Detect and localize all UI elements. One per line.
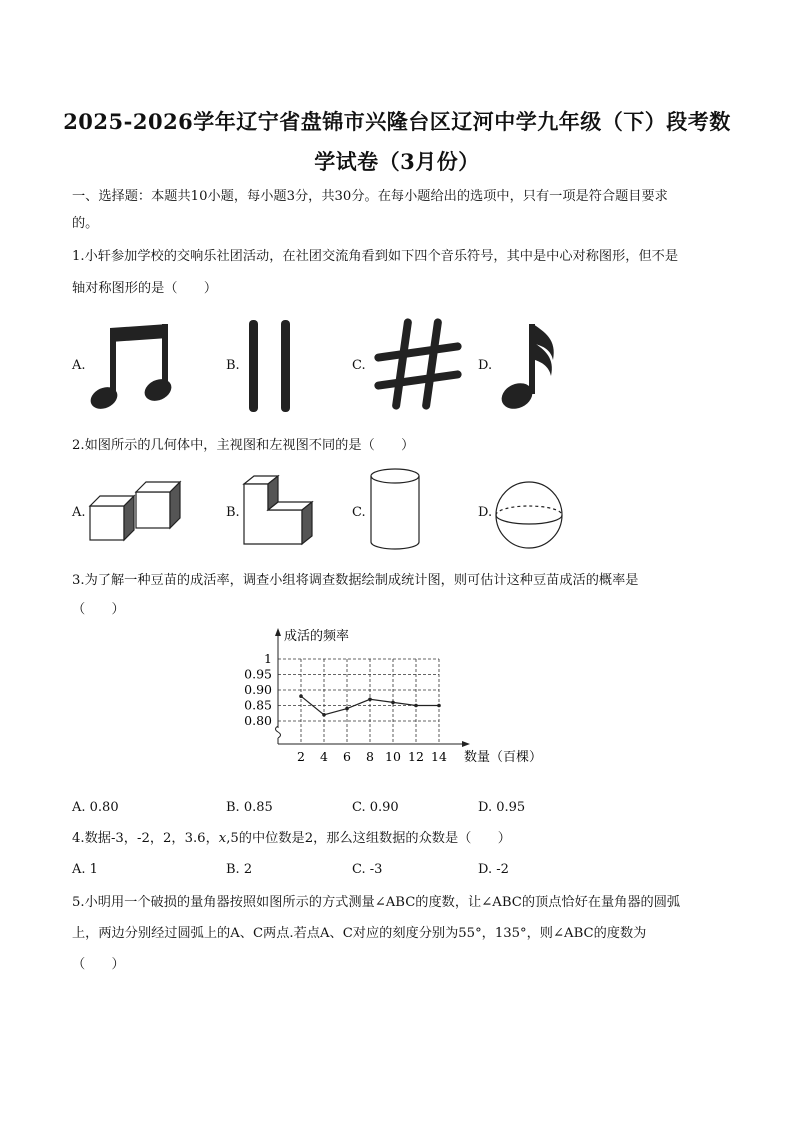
double-bar-icon <box>245 318 295 414</box>
x-tick-label: 6 <box>343 749 351 764</box>
x-tick-label: 14 <box>431 749 447 764</box>
data-point <box>299 694 303 698</box>
x-tick-label: 8 <box>366 749 374 764</box>
sharp-sign-icon <box>370 314 466 414</box>
q1-option-d-label: D. <box>478 358 493 373</box>
y-axis-arrow <box>275 628 281 636</box>
x-tick-label: 4 <box>320 749 328 764</box>
two-cubes-icon <box>88 480 188 542</box>
q3-option-b: B. 0.85 <box>226 800 273 815</box>
data-point <box>345 707 349 711</box>
y-tick-label: 0.85 <box>244 697 272 713</box>
q4-text-post: ,5的中位数是2，那么这组数据的众数是（ ） <box>226 831 511 846</box>
q3-option-a: A. 0.80 <box>72 800 119 815</box>
x-tick-label: 2 <box>297 749 305 764</box>
q4-option-b: B. 2 <box>226 862 253 877</box>
q3-option-d: D. 0.95 <box>478 800 526 815</box>
y-tick-label: 0.80 <box>244 713 272 728</box>
y-tick-label: 0.95 <box>244 666 272 682</box>
page-title-line-2: 学试卷（3月份） <box>314 149 480 174</box>
x-axis-arrow <box>462 741 470 747</box>
eighth-note-icon <box>497 320 561 416</box>
q4-option-d: D. -2 <box>478 862 509 877</box>
y-tick-label: 0.90 <box>244 682 272 697</box>
frequency-line-chart <box>236 622 556 772</box>
x-tick-label: 12 <box>408 749 424 764</box>
question-2-line-1: 2.如图所示的几何体中，主视图和左视图不同的是（ ） <box>72 438 415 453</box>
q1-option-a-label: A. <box>72 358 86 373</box>
cylinder-icon <box>368 466 422 552</box>
question-1-line-1: 1.小轩参加学校的交响乐社团活动，在社团交流角看到如下四个音乐符号，其中是中心对称图形，但不是 <box>72 249 679 264</box>
y-axis-label: 成活的频率 <box>284 629 350 644</box>
beamed-eighth-notes-icon <box>88 316 184 416</box>
data-point <box>414 704 418 708</box>
l-shaped-solid-icon <box>242 474 322 546</box>
x-axis-label: 数量（百棵） <box>464 750 543 765</box>
question-3-line-2: （ ） <box>72 602 125 617</box>
question-1-line-2: 轴对称图形的是（ ） <box>72 281 218 296</box>
y-tick-label: 1 <box>264 651 272 666</box>
q4-option-c: C. -3 <box>352 862 383 877</box>
q1-option-b-label: B. <box>226 358 240 373</box>
question-5-line-2: 上，两边分别经过圆弧上的A、C两点.若点A、C对应的刻度分别为55°，135°，则∠ABC的度数为 <box>72 926 647 941</box>
q4-option-a: A. 1 <box>72 862 98 877</box>
question-4-line-1 <box>72 829 722 849</box>
q2-option-c-label: C. <box>352 505 366 520</box>
data-point <box>322 713 326 717</box>
section-heading-line-2: 的。 <box>72 216 99 231</box>
x-tick-label: 10 <box>385 749 401 764</box>
section-heading-line-1: 一、选择题：本题共10小题，每小题3分，共30分。在每小题给出的选项中，只有一项是符合题目要求 <box>72 189 668 204</box>
page-title-line-1: 2025-2026学年辽宁省盘锦市兴隆台区辽河中学九年级（下）段考数 <box>63 109 731 134</box>
question-5-line-3: （ ） <box>72 957 125 972</box>
q2-option-b-label: B. <box>226 505 240 520</box>
q1-option-c-label: C. <box>352 358 366 373</box>
sphere-icon <box>494 480 564 550</box>
data-point <box>368 698 372 702</box>
data-point <box>391 701 395 705</box>
q4-variable-x: x <box>218 831 227 846</box>
question-5-line-1: 5.小明用一个破损的量角器按照如图所示的方式测量∠ABC的度数，让∠ABC的顶点恰好在量角器的圆弧 <box>72 895 681 910</box>
data-point <box>437 704 441 708</box>
q3-option-c: C. 0.90 <box>352 800 399 815</box>
question-3-line-1: 3.为了解一种豆苗的成活率，调查小组将调查数据绘制成统计图，则可估计这种豆苗成活的概率是 <box>72 573 639 588</box>
q4-text-pre: 4.数据-3，-2，2，3.6， <box>72 831 219 846</box>
q2-option-d-label: D. <box>478 505 493 520</box>
q2-option-a-label: A. <box>72 505 86 520</box>
